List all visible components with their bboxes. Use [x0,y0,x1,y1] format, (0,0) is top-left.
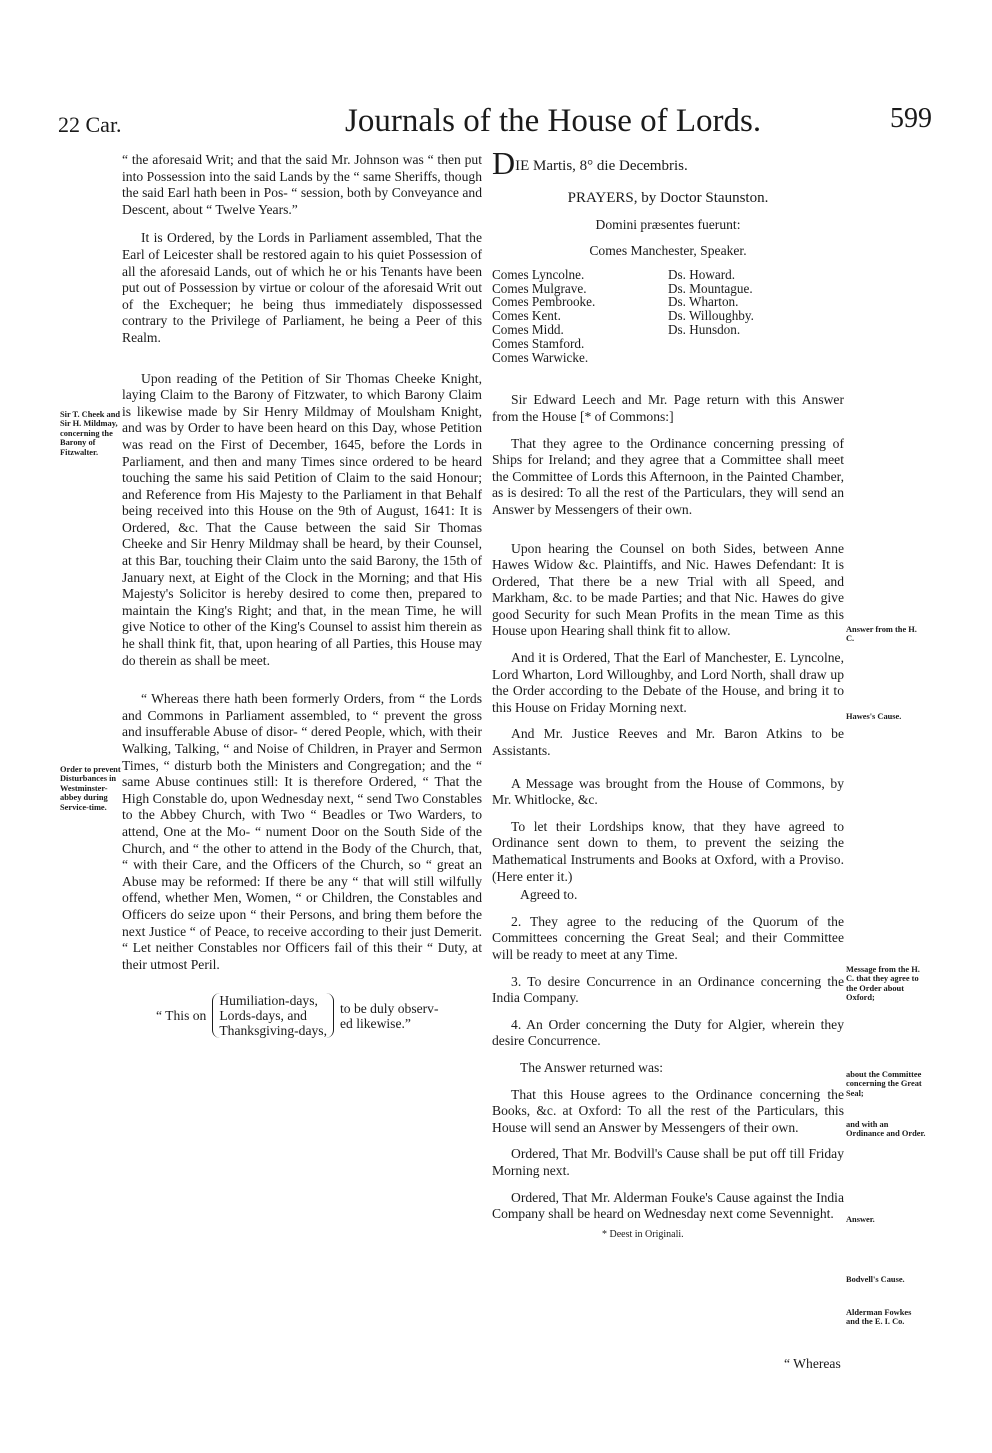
members-list [492,268,844,365]
paragraph: That this House agrees to the Ordinance concerning the Books, &c. at Oxford: To all the rest of the Particulars, this House will send an Answer by Messengers of their own. [492,1086,844,1135]
members-lords [668,268,844,365]
margin-note-great-seal: about the Committee concerning the Great Seal; [846,1070,922,1098]
member: Comes Kent. [492,308,561,324]
catchword: “ Whereas [784,1356,841,1371]
paragraph: Agreed to. [520,887,578,903]
paragraph: “ Whereas there hath been formerly Orders, from “ the Lords and Commons in Parliament assembled, to “ prevent the gross and insufferable Abuse of disor- “ dered People, which, with their Walking, Talking, “ and Noise of Children, in Prayer and Sermon Times, “ disturb both the Ministers and Congregation; and the “ same Abuse continues still: It is therefore Ordered, “ That the High Constable do, upon Wednesday next, “ send Two Constables to the Abbey Church, with Two “ Beadles or Two Warders, to attend, One at the Mo- “ nument Door on the South Side of the Church, and “ the other to attend in the Body of the Church, that, “ with their Care, and the Officers of the Church, so “ great an Abuse may be reformed: If there be any “ that will still wilfully offend, whether Men, Women, “ or Children, the Constables and Officers do seize upon “ their Persons, and bring them before the next Justice “ of Peace, to receive according to their just Demerit. “ Let neither Constables nor Officers fail of this their “ Duty, at their utmost Peril. [122,691,482,972]
date-heading [492,145,844,181]
member: Comes Midd. [492,321,564,337]
brace-item: Lords-days, and [219,1008,307,1024]
member: Ds. Howard. [668,266,736,282]
margin-note-ordinance: and with an Ordinance and Order. [846,1120,926,1139]
brace-item: Thanksgiving-days, [219,1023,327,1039]
right-column [492,145,844,1243]
member: Ds. Hunsdon. [668,321,741,337]
member: Ds. Mountague. [668,280,753,296]
margin-note-answer2: Answer. [846,1215,875,1224]
paragraph: 2. They agree to the reducing of the Quorum of the Committees concerning the Great Seal; and their Committee will be ready to meet at any Time. [492,913,844,962]
member: Ds. Wharton. [668,294,739,310]
page-number: 599 [890,103,932,134]
drop-initial: D [492,145,516,181]
margin-note-message: Message from the H. C. that they agree to the Order about Oxford; [846,965,920,1003]
member: Comes Stamford. [492,335,585,351]
paragraph: To let their Lordships know, that they have agreed to Ordinance sent down to them, to prevent the seizing the Mathematical Instruments and Books at Oxford, with a Proviso. (Here enter it.) [492,818,844,884]
brace-tail-line: ed likewise.” [339,1015,411,1031]
margin-note-fowkes: Alderman Fowkes and the E. I. Co. [846,1308,912,1327]
member: Comes Lyncolne. [492,266,585,282]
brace-items [212,993,334,1038]
member: Comes Pembrooke. [492,294,596,310]
paragraph: Upon reading of the Petition of Sir Thomas Cheeke Knight, laying Claim to the Barony of Fitzwater, to which Barony Claim is likewise made by Sir Henry Mildmay of Moulsham Knight, and was by Order to have been heard on this Day, whose Petition was read on the First of December, 1645, before the Lords in Parliament, and then and many Times since ordered to be heard touching the same his said Petition of Claim to the said Honour; and Reference from His Majesty to the Parliament in that Behalf being received into this House on the 9th of August, 1641: It is Ordered, &c. That the Cause between the said Sir Thomas Cheeke and Sir Henry Mildmay shall be heard, by their Counsel, at this Bar, touching their Claim unto the said Barony, the 15th of January next, at Eight of the Clock in the Morning; and that His Majesty's Solicitor is hereby desired to come then, prepared to maintain the King's Right; and that, in the mean Time, he will give Notice to other of the King's Counsel to assist him therein as he shall think fit, that, upon hearing of all Parties, this House may do therein as shall be meet. [122,370,482,668]
paragraph: And it is Ordered, That the Earl of Manchester, E. Lyncolne, Lord Wharton, Lord Willoughby, and Lord North, shall draw up the Order according to the Debate of the House, and bring it to this House on Friday Morning next. [492,650,844,715]
margin-note-barony: Sir T. Cheek and Sir H. Mildmay, concerning the Barony of Fitzwalter. [60,410,121,457]
margin-note-westminster: Order to prevent Disturbances in Westminster-abbey during Service-time. [60,765,121,812]
left-column [122,152,482,1038]
prayers-line: PRAYERS, by Doctor Staunston. [567,190,769,206]
paragraph: 3. To desire Concurrence in an Ordinance concerning the India Company. [492,973,844,1006]
paragraph: That they agree to the Ordinance concerning pressing of Ships for Ireland; and they agree that a Committee shall meet the Committee of Lords this Afternoon, in the Painted Chamber, as is desired: To all the rest of the Particulars, they will send an Answer by Messengers of their own. [492,435,844,517]
date-heading-text: IE Martis, 8° die Decembris. [515,158,688,174]
paragraph: Ordered, That Mr. Alderman Fouke's Cause against the India Company shall be heard on Wednesday next come Sevennight. [492,1189,844,1222]
paragraph: Upon hearing the Counsel on both Sides, between Anne Hawes Widow &c. Plaintiffs, and Nic. Hawes Defendant: It is Ordered, That there be a new Trial with all Speed, and Markham, &c. to be made Parties; and that Nic. Hawes do give good Security for such Mean Profits in the mean Time as this House upon Hearing shall think fit to allow. [492,540,844,639]
margin-note-answer: Answer from the H. C. [846,625,917,644]
present-line: Domini præsentes fuerunt: [595,216,741,232]
paragraph: A Message was brought from the House of Commons, by Mr. Whitlocke, &c. [492,775,844,808]
paragraph: The Answer returned was: [520,1059,664,1075]
brace-tail [340,1001,439,1031]
member: Comes Warwicke. [492,349,589,365]
page-title: Journals of the House of Lords. [345,103,762,139]
paragraph: “ the aforesaid Writ; and that the said Mr. Johnson was “ then put into Possession into the said Lands by the “ same Sheriffs, though the said Earl hath been in Pos- “ session, both by Conveyance and Descent, about “ Twelve Years.” [122,152,482,217]
members-earls [492,268,668,365]
margin-note-bodvell: Bodvell's Cause. [846,1275,905,1284]
speaker-line: Comes Manchester, Speaker. [589,243,747,259]
paragraph: It is Ordered, by the Lords in Parliament assembled, That the Earl of Leicester shall be restored again to his quiet Possession of all the aforesaid Lands, out of which he or his Tenants have been put out of Possession by virtue or colour of the aforesaid Writ out of the Exchequer; he being thus immediately dispossessed contrary to the Privilege of Parliament, he being a Peer of this Realm. [122,230,482,345]
brace-item: Humiliation-days, [219,993,318,1009]
footnote: * Deest in Originali. [602,1228,684,1240]
paragraph: Ordered, That Mr. Bodvill's Cause shall be put off till Friday Morning next. [492,1146,844,1178]
running-head-left: 22 Car. [58,112,122,137]
member: Comes Mulgrave. [492,280,587,296]
brace-lead: “ This on [156,1007,207,1023]
member: Ds. Willoughby. [668,308,754,324]
brace-block [156,993,482,1038]
margin-note-hawes: Hawes's Cause. [846,712,902,721]
brace-tail-line: to be duly observ- [339,1000,439,1016]
paragraph: And Mr. Justice Reeves and Mr. Baron Atkins to be Assistants. [492,726,844,759]
paragraph: Sir Edward Leech and Mr. Page return with this Answer from the House [* of Commons:] [492,392,844,424]
paragraph: 4. An Order concerning the Duty for Algier, wherein they desire Concurrence. [492,1016,844,1049]
